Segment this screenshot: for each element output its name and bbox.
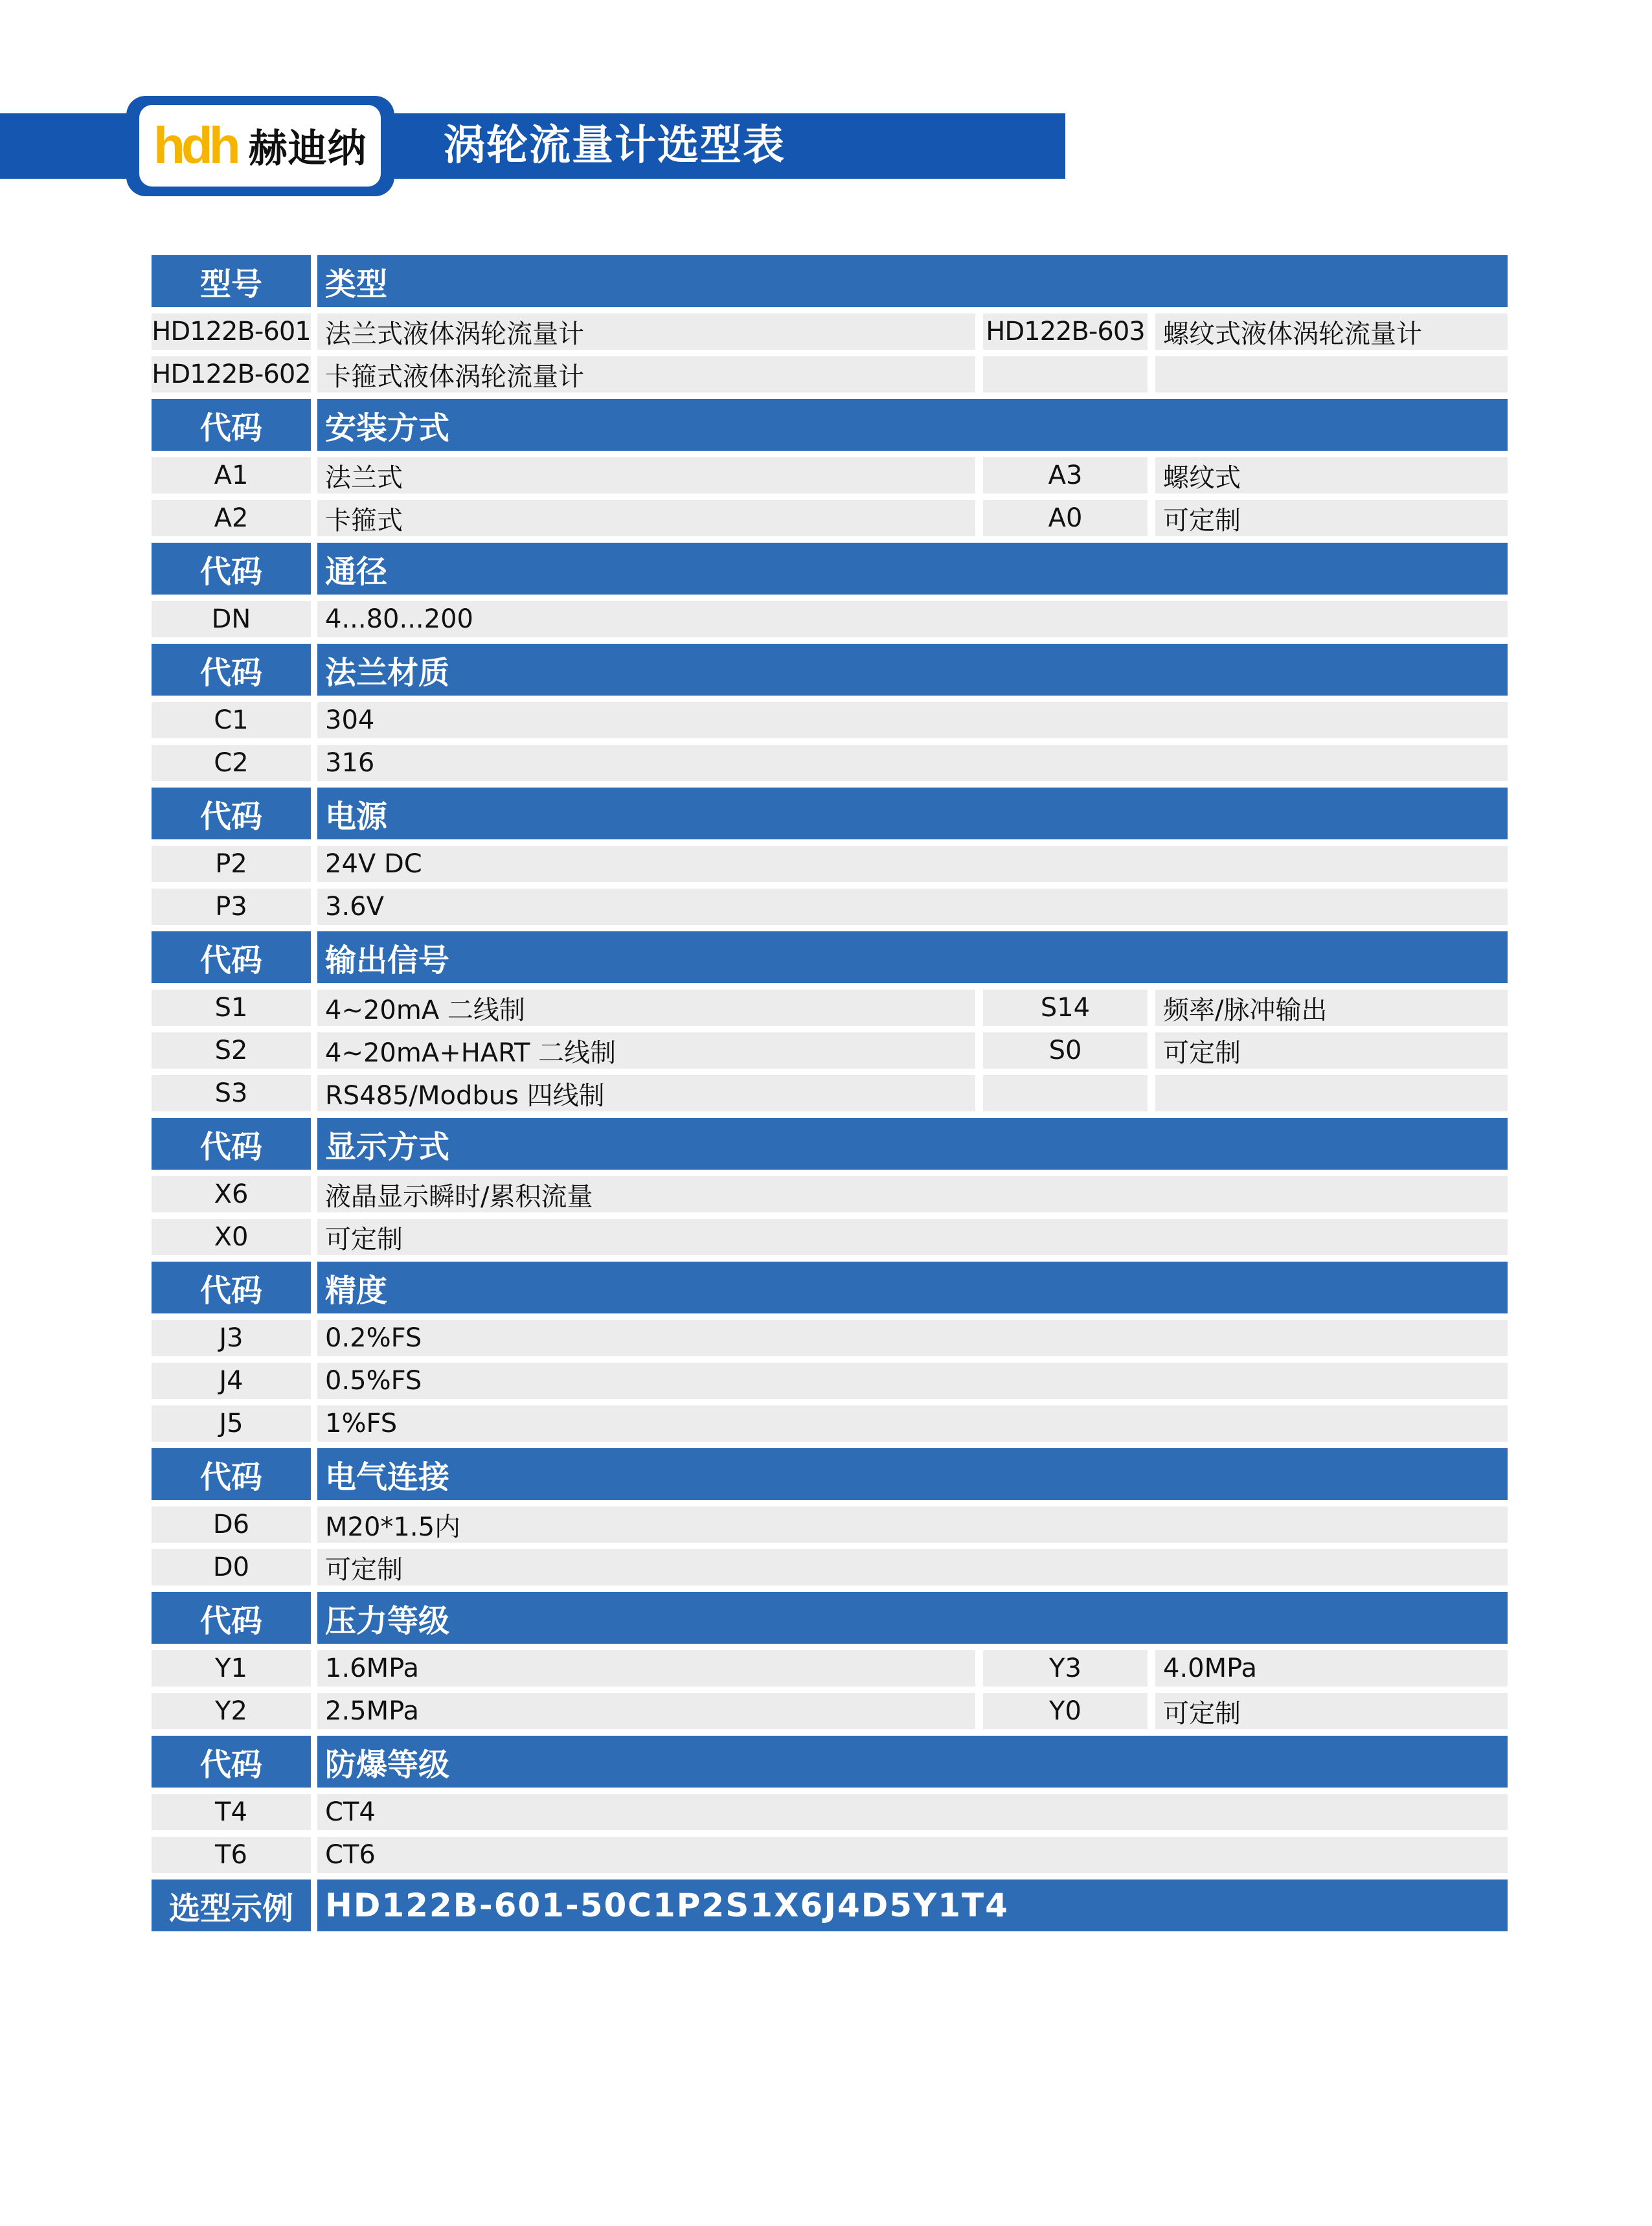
option-code: A3 <box>983 457 1148 494</box>
option-desc: 24V DC <box>317 846 1508 882</box>
option-desc: 4~20mA 二线制 <box>317 990 975 1026</box>
section-label: 显示方式 <box>317 1118 1508 1170</box>
option-desc: 可定制 <box>1155 1693 1508 1729</box>
table-row <box>152 1363 1508 1399</box>
section-header <box>152 255 1508 307</box>
option-code: Y2 <box>152 1693 311 1729</box>
option-code: S14 <box>983 990 1148 1026</box>
table-row <box>152 356 1508 392</box>
option-desc: 1%FS <box>317 1405 1508 1442</box>
table-row <box>152 1693 1508 1729</box>
section-header <box>152 543 1508 595</box>
example-model-code: HD122B-601-50C1P2S1X6J4D5Y1T4 <box>317 1880 1508 1931</box>
selection-example-row <box>152 1880 1508 1931</box>
table-row <box>152 889 1508 925</box>
section-header <box>152 1592 1508 1644</box>
option-desc: M20*1.5内 <box>317 1506 1508 1543</box>
section-label: 精度 <box>317 1262 1508 1313</box>
table-row <box>152 846 1508 882</box>
table-row <box>152 1219 1508 1255</box>
option-desc: 0.2%FS <box>317 1320 1508 1356</box>
option-desc: CT4 <box>317 1794 1508 1830</box>
option-desc: 频率/脉冲输出 <box>1155 990 1508 1026</box>
option-code: D0 <box>152 1549 311 1585</box>
option-desc: 螺纹式 <box>1155 457 1508 494</box>
table-row <box>152 500 1508 536</box>
option-desc: 3.6V <box>317 889 1508 925</box>
brand-name: 赫迪纳 <box>248 126 367 172</box>
section-code-header: 代码 <box>152 788 311 839</box>
option-code: Y0 <box>983 1693 1148 1729</box>
option-code <box>983 1075 1148 1111</box>
section-code-header: 代码 <box>152 1592 311 1644</box>
option-desc: 可定制 <box>1155 1032 1508 1069</box>
section-label: 防爆等级 <box>317 1736 1508 1788</box>
option-code: C2 <box>152 745 311 781</box>
option-desc: 304 <box>317 702 1508 738</box>
option-desc: 4.0MPa <box>1155 1650 1508 1687</box>
option-desc: 可定制 <box>317 1219 1508 1255</box>
table-row <box>152 313 1508 350</box>
section-code-header: 代码 <box>152 644 311 696</box>
section-code-header: 代码 <box>152 1448 311 1500</box>
section-label: 电气连接 <box>317 1448 1508 1500</box>
option-code: X6 <box>152 1176 311 1212</box>
option-code <box>983 356 1148 392</box>
option-code: J4 <box>152 1363 311 1399</box>
option-desc: 螺纹式液体涡轮流量计 <box>1155 313 1508 350</box>
section-label: 电源 <box>317 788 1508 839</box>
section-code-header: 代码 <box>152 399 311 451</box>
section-code-header: 型号 <box>152 255 311 307</box>
option-code: T4 <box>152 1794 311 1830</box>
option-code: X0 <box>152 1219 311 1255</box>
section-label: 输出信号 <box>317 931 1508 983</box>
table-row <box>152 1075 1508 1111</box>
section-code-header: 代码 <box>152 931 311 983</box>
option-desc: 可定制 <box>1155 500 1508 536</box>
option-desc: 4~20mA+HART 二线制 <box>317 1032 975 1069</box>
option-desc: 4...80...200 <box>317 601 1508 637</box>
table-row <box>152 1549 1508 1585</box>
example-label: 选型示例 <box>152 1880 311 1931</box>
table-row <box>152 1176 1508 1212</box>
section-header <box>152 1118 1508 1170</box>
table-row <box>152 457 1508 494</box>
option-code: C1 <box>152 702 311 738</box>
section-code-header: 代码 <box>152 543 311 595</box>
option-desc: 2.5MPa <box>317 1693 975 1729</box>
section-label: 压力等级 <box>317 1592 1508 1644</box>
option-desc: RS485/Modbus 四线制 <box>317 1075 975 1111</box>
brand-logo <box>139 105 381 187</box>
brand-mark: hdh <box>153 117 237 174</box>
table-row <box>152 702 1508 738</box>
table-row <box>152 1650 1508 1687</box>
option-code: J3 <box>152 1320 311 1356</box>
section-code-header: 代码 <box>152 1118 311 1170</box>
section-header <box>152 931 1508 983</box>
option-code: Y1 <box>152 1650 311 1687</box>
option-code: DN <box>152 601 311 637</box>
option-desc: 可定制 <box>317 1549 1508 1585</box>
table-row <box>152 1794 1508 1830</box>
section-label: 法兰材质 <box>317 644 1508 696</box>
option-code: A2 <box>152 500 311 536</box>
option-code: D6 <box>152 1506 311 1543</box>
section-header <box>152 399 1508 451</box>
option-code: S0 <box>983 1032 1148 1069</box>
table-row <box>152 1032 1508 1069</box>
option-desc <box>1155 356 1508 392</box>
option-code: S2 <box>152 1032 311 1069</box>
table-row <box>152 1506 1508 1543</box>
table-row <box>152 745 1508 781</box>
option-code: P3 <box>152 889 311 925</box>
option-code: HD122B-603 <box>983 313 1148 350</box>
selection-table <box>152 255 1508 1938</box>
option-desc: 法兰式液体涡轮流量计 <box>317 313 975 350</box>
option-desc: 1.6MPa <box>317 1650 975 1687</box>
option-code: HD122B-601 <box>152 313 311 350</box>
section-code-header: 代码 <box>152 1736 311 1788</box>
table-row <box>152 601 1508 637</box>
option-desc: CT6 <box>317 1837 1508 1873</box>
table-row <box>152 1405 1508 1442</box>
option-desc: 0.5%FS <box>317 1363 1508 1399</box>
option-desc: 卡箍式 <box>317 500 975 536</box>
table-row <box>152 990 1508 1026</box>
section-code-header: 代码 <box>152 1262 311 1313</box>
section-header <box>152 1736 1508 1788</box>
option-desc <box>1155 1075 1508 1111</box>
option-code: S3 <box>152 1075 311 1111</box>
section-label: 通径 <box>317 543 1508 595</box>
section-header <box>152 788 1508 839</box>
option-desc: 卡箍式液体涡轮流量计 <box>317 356 975 392</box>
section-header <box>152 1262 1508 1313</box>
section-label: 安装方式 <box>317 399 1508 451</box>
option-code: HD122B-602 <box>152 356 311 392</box>
section-label: 类型 <box>317 255 1508 307</box>
option-code: A1 <box>152 457 311 494</box>
option-code: A0 <box>983 500 1148 536</box>
option-code: S1 <box>152 990 311 1026</box>
table-row <box>152 1320 1508 1356</box>
option-desc: 法兰式 <box>317 457 975 494</box>
page-title: 涡轮流量计选型表 <box>444 122 786 170</box>
option-code: J5 <box>152 1405 311 1442</box>
option-desc: 316 <box>317 745 1508 781</box>
section-header <box>152 1448 1508 1500</box>
option-code: T6 <box>152 1837 311 1873</box>
option-code: P2 <box>152 846 311 882</box>
section-header <box>152 644 1508 696</box>
option-code: Y3 <box>983 1650 1148 1687</box>
table-row <box>152 1837 1508 1873</box>
option-desc: 液晶显示瞬时/累积流量 <box>317 1176 1508 1212</box>
